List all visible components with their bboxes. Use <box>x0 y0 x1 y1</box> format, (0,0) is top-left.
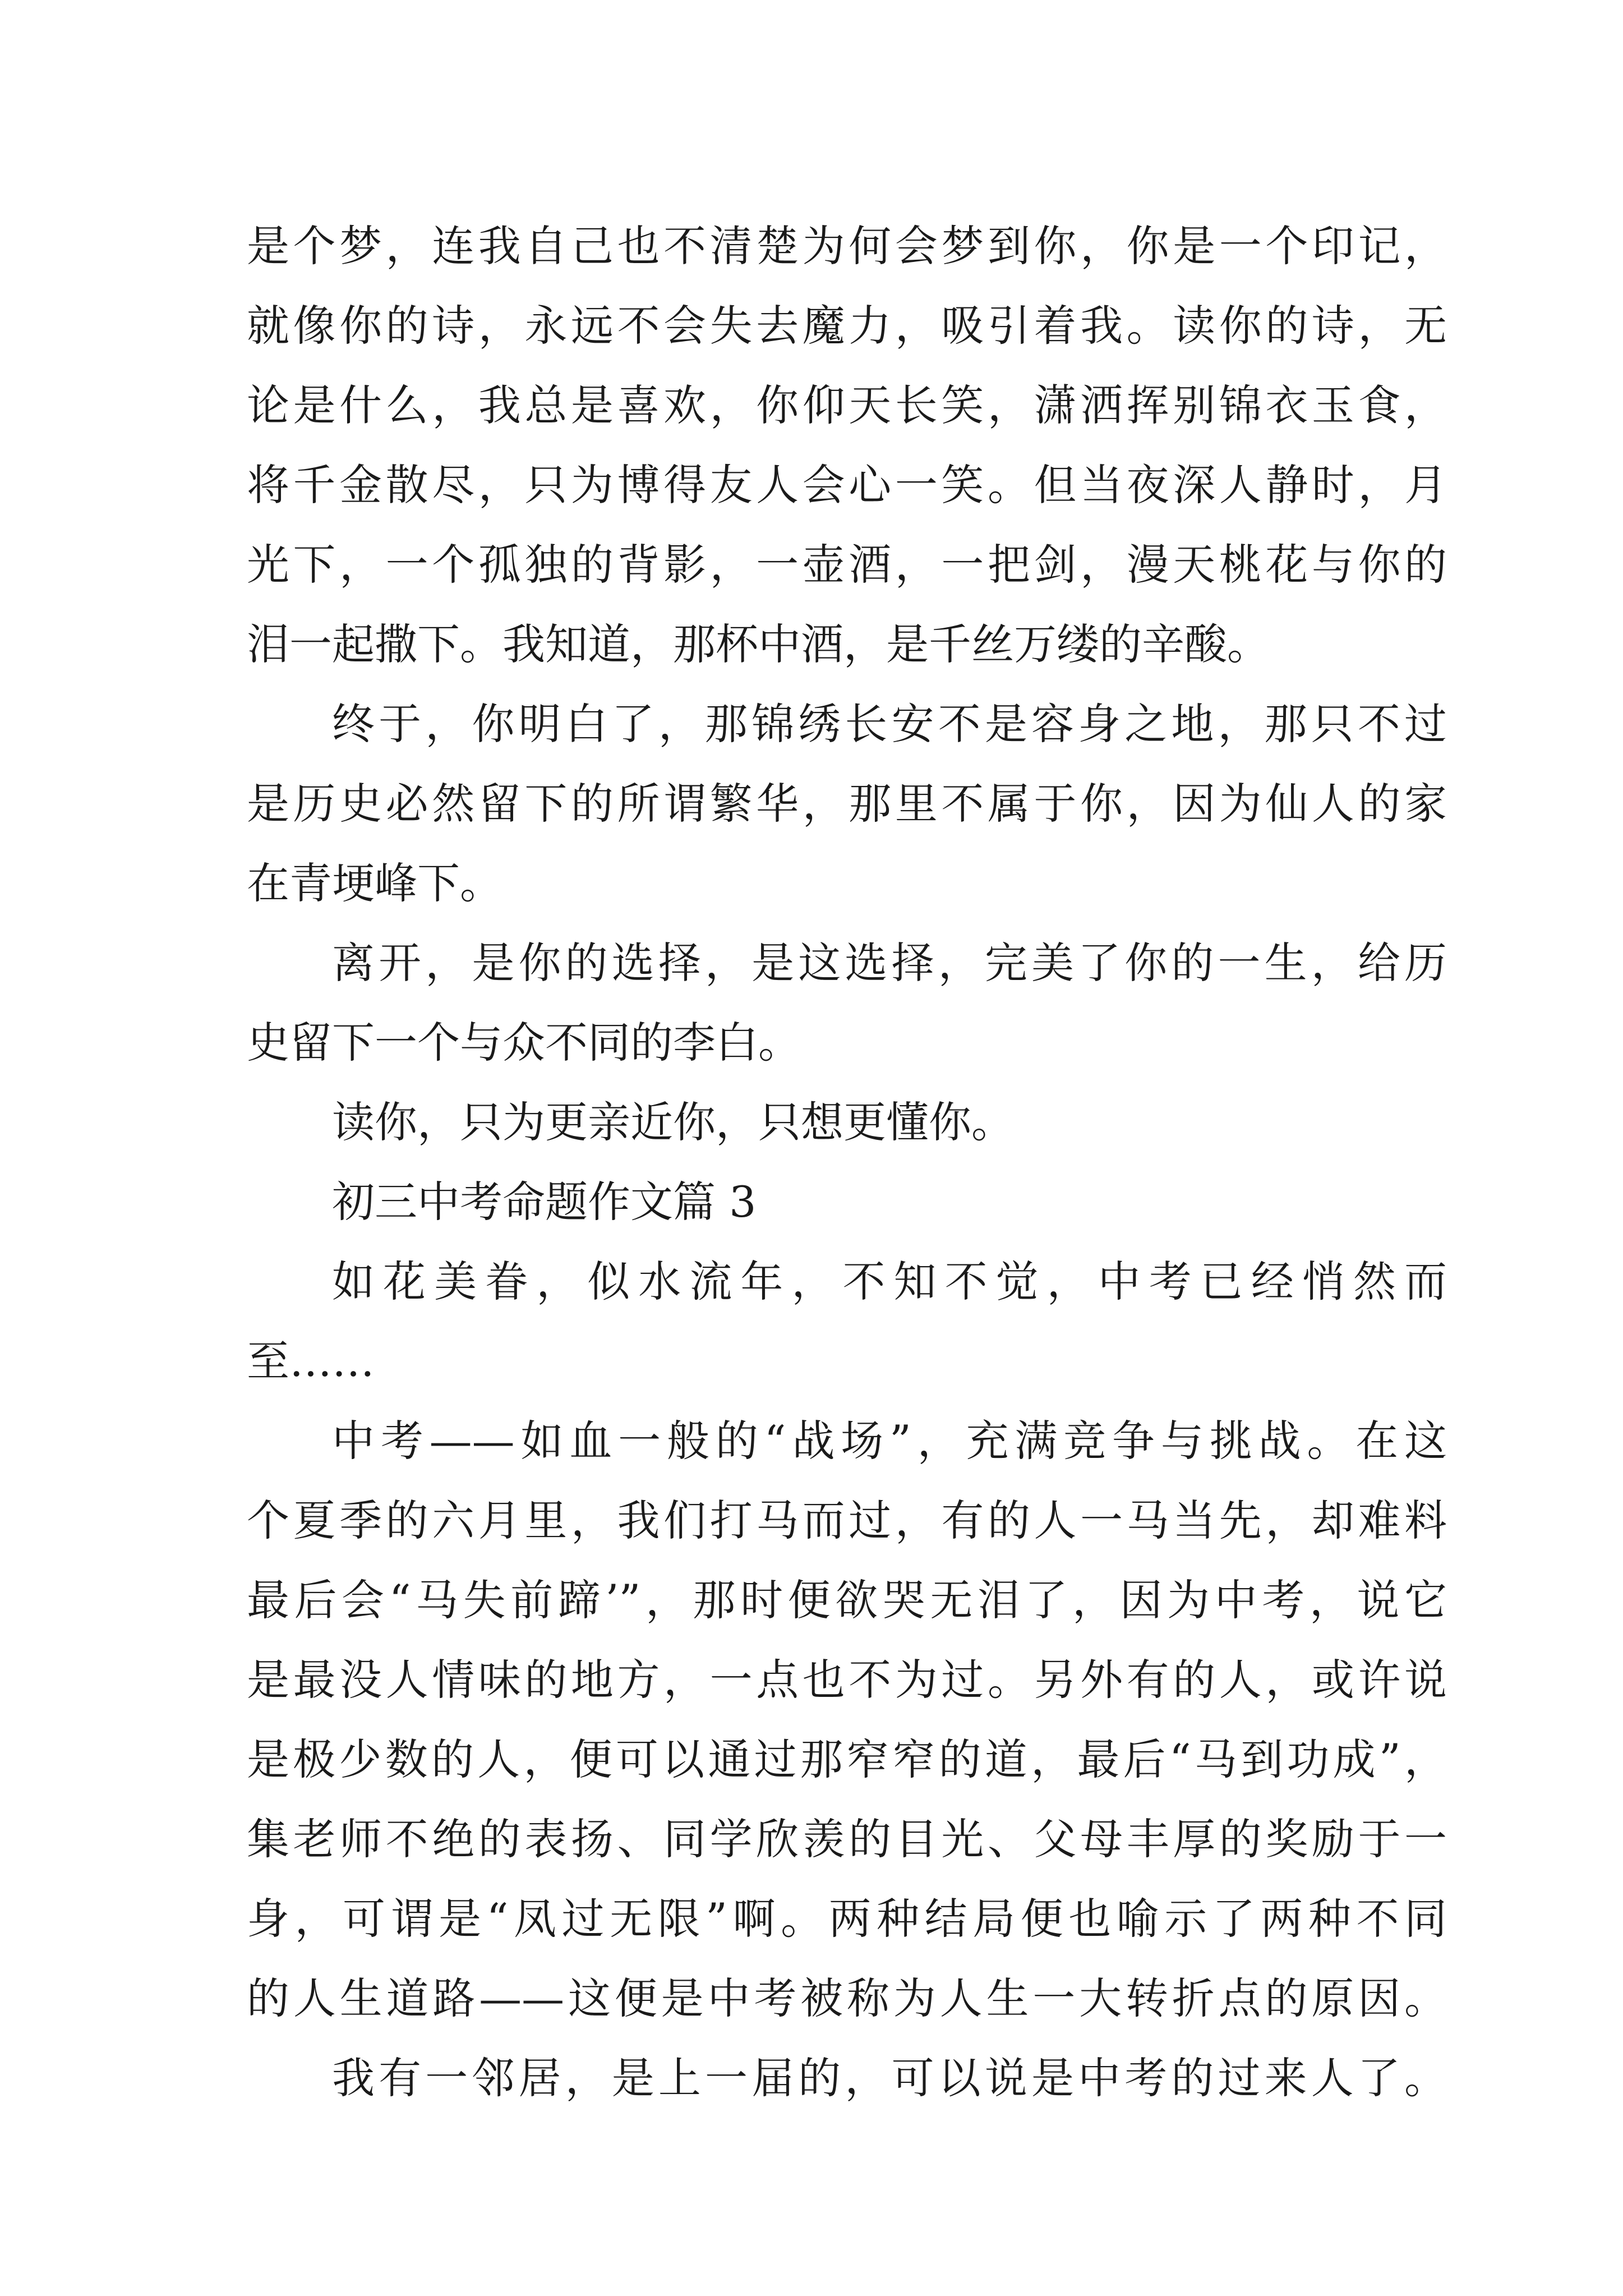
text-line: 初三中考命题作文篇 3 <box>332 1177 757 1227</box>
text-line: 如花美眷，似水流年，不知不觉，中考已经悄然而 <box>332 1257 1447 1306</box>
text-line: 是个梦，连我自己也不清楚为何会梦到你，你是一个印记， <box>247 221 1447 271</box>
text-line: 我有一邻居，是上一届的，可以说是中考的过来人了。 <box>332 2053 1447 2103</box>
text-line: 的人生道路——这便是中考被称为人生一大转折点的原因。 <box>247 1973 1447 2023</box>
text-line: 论是什么，我总是喜欢，你仰天长笑，潇洒挥别锦衣玉食， <box>247 380 1447 430</box>
text-line: 读你，只为更亲近你，只想更懂你。 <box>332 1097 1014 1147</box>
text-line: 至…… <box>247 1336 375 1386</box>
text-line: 是最没人情味的地方，一点也不为过。另外有的人，或许说 <box>247 1655 1447 1705</box>
text-line: 中考——如血一般的“战场”，充满竞争与挑战。在这 <box>332 1416 1447 1466</box>
text-line: 身，可谓是“凤过无限”啊。两种结局便也喻示了两种不同 <box>247 1894 1447 1944</box>
text-line: 泪一起撒下。我知道，那杯中酒，是千丝万缕的辛酸。 <box>247 619 1270 669</box>
text-line: 是历史必然留下的所谓繁华，那里不属于你，因为仙人的家 <box>247 779 1447 829</box>
text-line: 将千金散尽，只为博得友人会心一笑。但当夜深人静时，月 <box>247 460 1447 510</box>
text-line: 光下，一个孤独的背影，一壶酒，一把剑，漫天桃花与你的 <box>247 540 1447 590</box>
essay-text <box>247 206 1447 2118</box>
text-line: 终于，你明白了，那锦绣长安不是容身之地，那只不过 <box>332 699 1447 749</box>
text-line: 是极少数的人，便可以通过那窄窄的道，最后“马到功成”， <box>247 1734 1447 1784</box>
text-line: 集老师不绝的表扬、同学欣羡的目光、父母丰厚的奖励于一 <box>247 1814 1447 1864</box>
text-line: 离开，是你的选择，是这选择，完美了你的一生，给历 <box>332 938 1447 988</box>
text-line: 史留下一个与众不同的李白。 <box>247 1018 801 1068</box>
text-line: 最后会“马失前蹄’”，那时便欲哭无泪了，因为中考，说它 <box>247 1575 1447 1625</box>
text-line: 个夏季的六月里，我们打马而过，有的人一马当先，却难料 <box>247 1496 1447 1545</box>
text-line: 在青埂峰下。 <box>247 858 502 908</box>
text-line: 就像你的诗，永远不会失去魔力，吸引着我。读你的诗，无 <box>247 301 1447 351</box>
